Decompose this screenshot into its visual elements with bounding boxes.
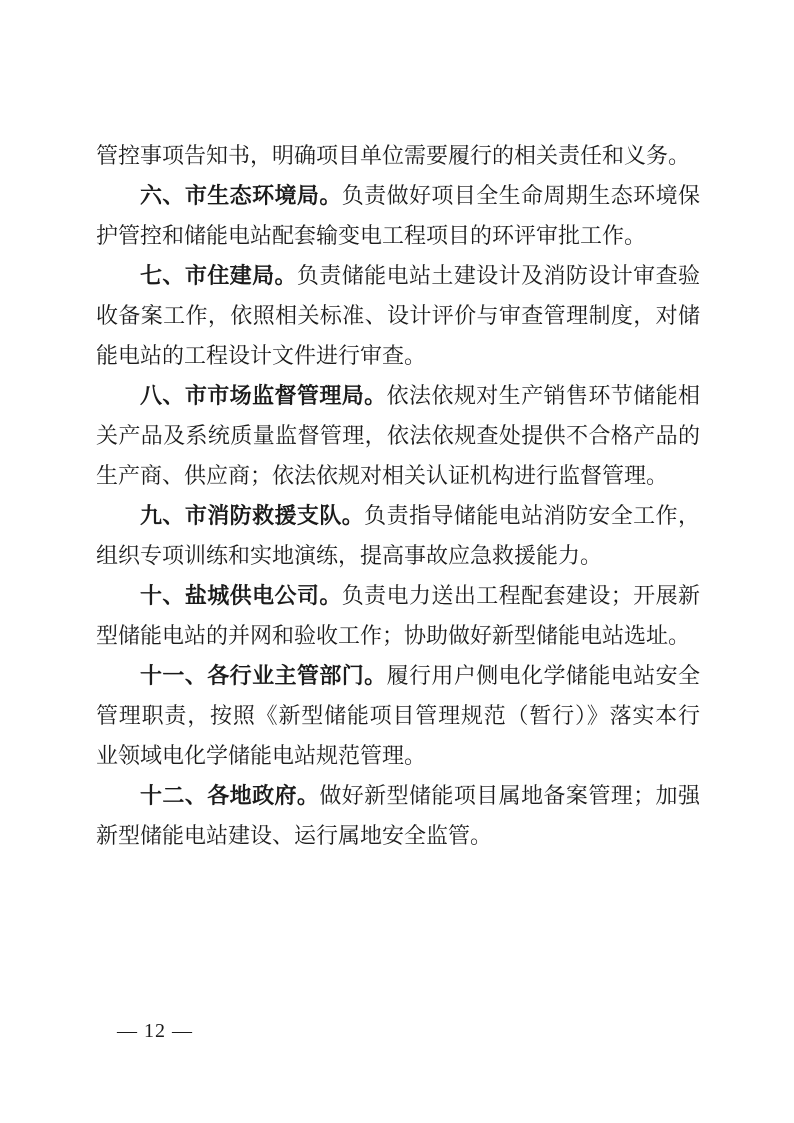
paragraph-item [96, 656, 700, 776]
paragraph-item [96, 176, 700, 256]
paragraph-item [96, 776, 700, 856]
section-body: 管控事项告知书，明确项目单位需要履行的相关责任和义务。 [96, 143, 691, 168]
page-number: — 12 — [117, 1020, 193, 1042]
document-body [96, 136, 700, 856]
section-heading: 十二、各地政府。 [140, 783, 320, 808]
section-body: 做好新型储能项目属地备案管理；加强新型储能电站建设、运行属地安全监管。 [96, 783, 700, 848]
paragraph-item [96, 376, 700, 496]
paragraph-item [96, 496, 700, 576]
section-heading: 十一、各行业主管部门。 [140, 663, 387, 688]
section-body: 负责做好项目全生命周期生态环境保护管控和储能电站配套输变电工程项目的环评审批工作。 [96, 183, 700, 248]
section-heading: 九、市消防救援支队。 [140, 503, 365, 528]
section-heading: 七、市住建局。 [140, 263, 297, 288]
section-body: 负责储能电站土建设计及消防设计审查验收备案工作，依照相关标准、设计评价与审查管理制度，对储能电站的工程设计文件进行审查。 [96, 263, 700, 368]
section-heading: 十、盐城供电公司。 [140, 583, 342, 608]
paragraph-item [96, 136, 700, 176]
paragraph-item [96, 576, 700, 656]
section-heading: 六、市生态环境局。 [140, 183, 342, 208]
page-footer [117, 1019, 193, 1043]
section-heading: 八、市市场监督管理局。 [140, 383, 387, 408]
paragraph-item [96, 256, 700, 376]
section-body: 负责电力送出工程配套建设；开展新型储能电站的并网和验收工作；协助做好新型储能电站选址。 [96, 583, 700, 648]
section-body: 履行用户侧电化学储能电站安全管理职责，按照《新型储能项目管理规范（暂行）》落实本行业领域电化学储能电站规范管理。 [96, 663, 700, 768]
section-body: 依法依规对生产销售环节储能相关产品及系统质量监督管理，依法依规查处提供不合格产品的生产商、供应商；依法依规对相关认证机构进行监督管理。 [96, 383, 700, 488]
section-body: 负责指导储能电站消防安全工作，组织专项训练和实地演练，提高事故应急救援能力。 [96, 503, 700, 568]
